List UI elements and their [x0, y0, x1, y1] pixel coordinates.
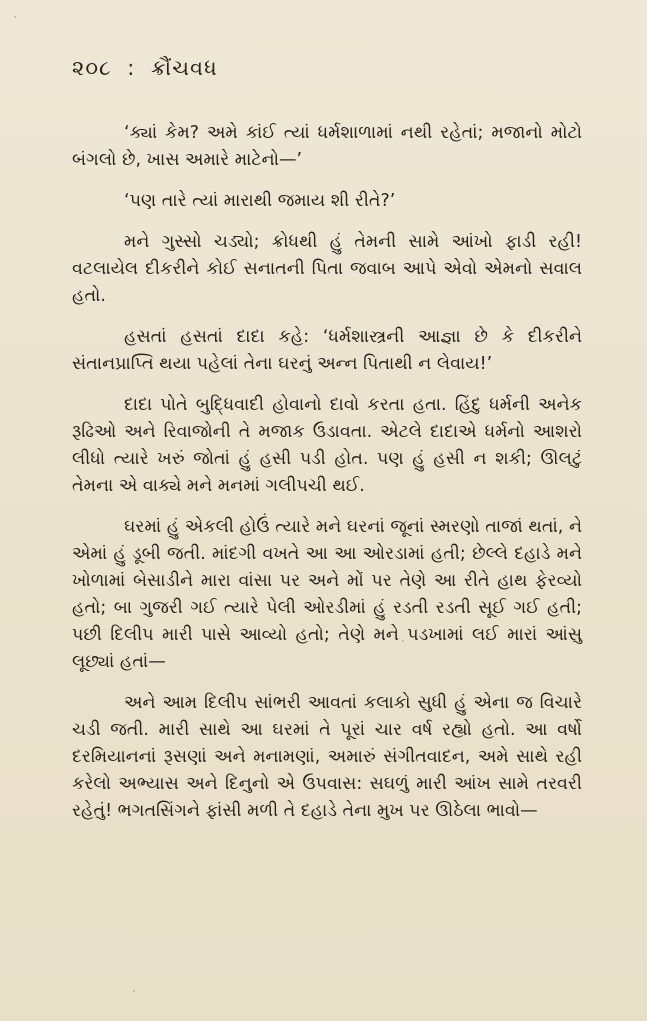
paragraph-dilip: અને આમ દિલીપ સાંભરી આવતાં કલાકો સુધી હું એના જ વિચારે ચડી જતી. મારી સાથે આ ઘરમાં તે પૂરાં ચાર વર્ષ રહ્યો હતો. આ વર્ષો દરમિયાનનાં રૂસણાં અને મનામણાં, અમારું સંગીતવાદન, અમે સાથે રહી કરેલો અભ્યાસ અને દિનુનો એ ઉપવાસ: સઘળું મારી આંખ સામે તરવરી રહેતું! ભગતસિંગને ફાંસી મળી તે દહાડે તેના મુખ પર ઊઠેલા ભાવો— — [72, 693, 582, 821]
paragraph-dialogue-1: ‘ક્યાં કેમ? અમે કાંઈ ત્યાં ધર્મશાળામાં નથી રહેતાં; મજાનો મોટો બંગલો છે, ખાસ અમારે માટેનો—’ — [72, 123, 582, 170]
book-title: ક્રૌંચવધ — [150, 56, 218, 80]
paragraph-anger: મને ગુસ્સો ચડ્યો; ક્રોધથી હું તેમની સામે આંખો ફાડી રહી! વટલાયેલ દીકરીને કોઈ સનાતની પિતા જવાબ આપે એવો એમનો સવાલ હતો. — [72, 232, 582, 306]
paragraph-rationalist: દાદા પોતે બુદ્ધિવાદી હોવાનો દાવો કરતા હતા. હિંદુ ધર્મની અનેક રૂઢિઓ અને રિવાજોની તે મજાક ઉડાવતા. એટલે દાદાએ ધર્મનો આશરો લીધો ત્યારે ખરું જોતાં હું હસી પડી હોત. પણ હું હસી ન શકી; ઊલટું તેમના એ વાક્યે મને મનમાં ગલીપચી થઈ. — [72, 395, 582, 496]
running-header — [72, 56, 218, 81]
paragraph-dialogue-2: ‘પણ તારે ત્યાં મારાથી જમાય શી રીતે?’ — [124, 191, 396, 211]
header-separator: : — [127, 56, 136, 80]
paragraph-memories: ઘરમાં હું એકલી હોઉં ત્યારે મને ઘરનાં જૂનાં સ્મરણો તાજાં થતાં, ને એમાં હું ડૂબી જતી. માંદગી વખતે આ આ ઓરડામાં હતી; છેલ્લે દહાડે મને ખોળામાં બેસાડીને મારા વાંસા પર અને મોં પર તેણે આ રીતે હાથ ફેરવ્યો હતો; બા ગુજરી ગઈ ત્યારે પેલી ઓરડીમાં હું રડતી રડતી સૂઈ ગઈ હતી; પછી દિલીપ મારી પાસે આવ્યો હતો; તેણે મને પડખામાં લઈ મારાં આંસુ લૂછ્યાં હતાં— — [72, 517, 582, 672]
page-number: ૨૦૮ — [72, 56, 112, 80]
page-body — [72, 120, 582, 839]
paragraph-grandfather-reply: હસતાં હસતાં દાદા કહે: ‘ધર્મશાસ્ત્રની આજ્ઞા છે કે દીકરીને સંતાનપ્રાપ્તિ થયા પહેલાં તેના ઘરનું અન્ન પિતાથી ન લેવાય!’ — [72, 327, 582, 374]
